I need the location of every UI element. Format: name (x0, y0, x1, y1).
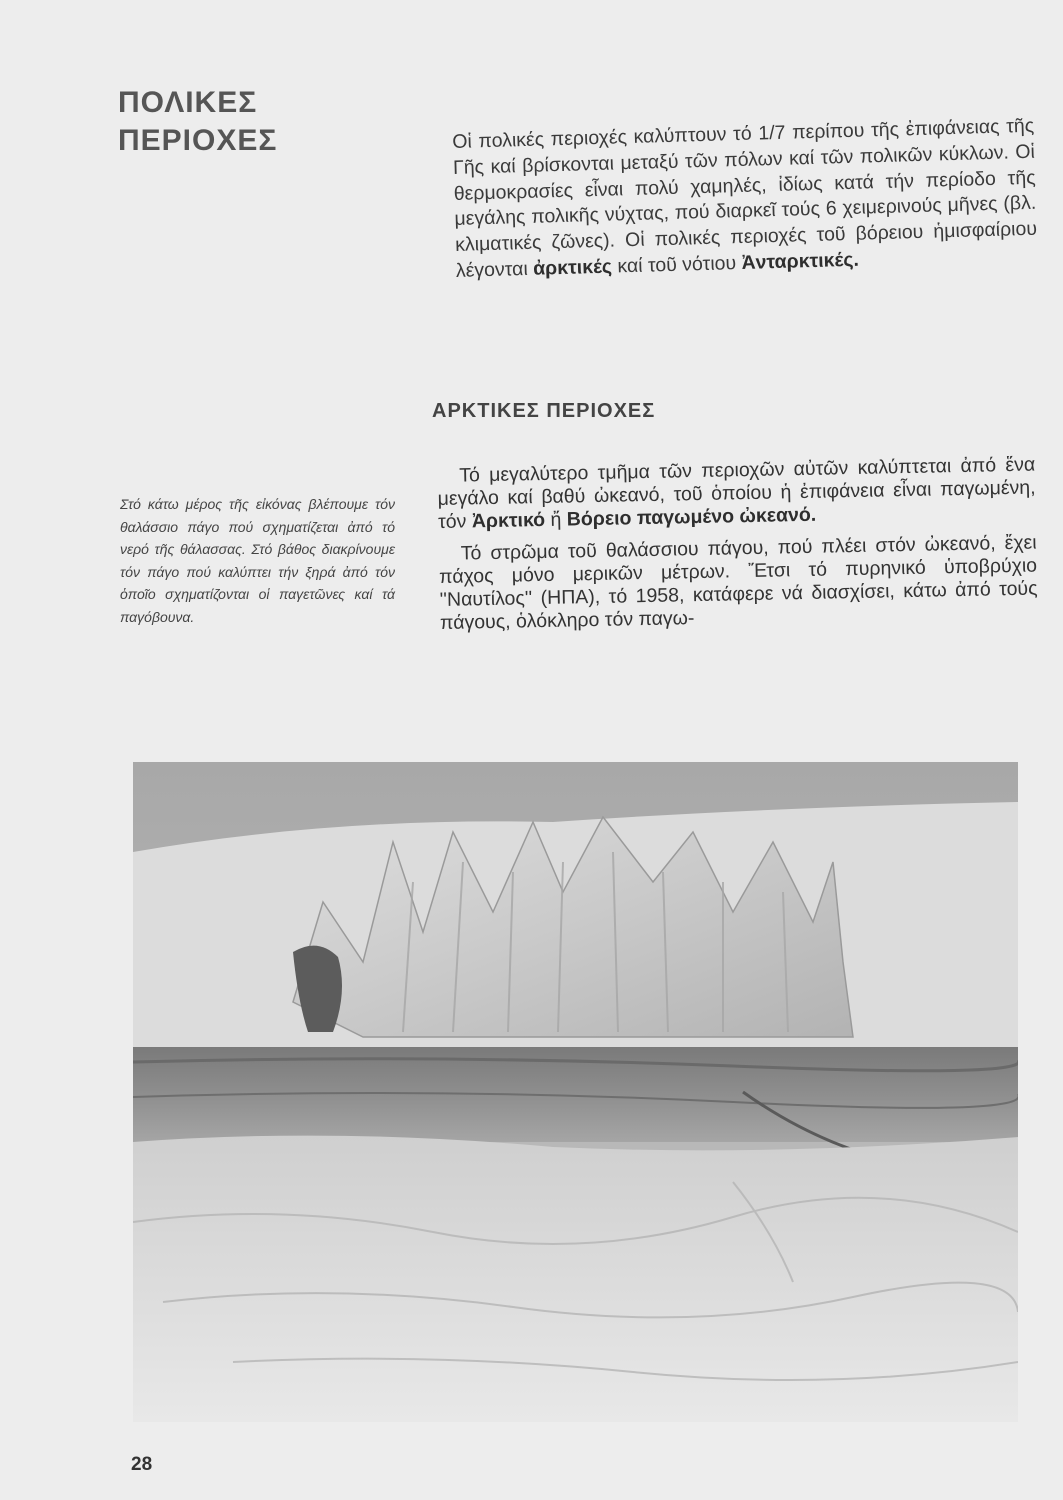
page-title-line2: ΠΕΡΙΟΧΕΣ (118, 124, 278, 157)
body-paragraph-1-text: Τό μεγαλύτερο τμῆμα τῶν περιοχῶν αὐτῶν καλύπτεται ἀπό ἕνα μεγάλο καί βαθύ ὠκεανό, τοῦ ὁποίου ἡ ἐπιφάνεια εἶναι παγωμένη, τόν (437, 453, 1036, 534)
body-paragraph-1-or: ἤ (550, 509, 562, 532)
intro-text-2: καί τοῦ νότιου (617, 252, 737, 278)
sea-ice (133, 1136, 1018, 1422)
glacier-photo (133, 762, 1018, 1422)
page-title-line1: ΠΟΛΙΚΕΣ (118, 86, 258, 119)
page-number: 28 (131, 1454, 153, 1475)
arctic-body-text (437, 454, 1038, 636)
term-antarctic: Ἀνταρκτικές. (741, 248, 860, 274)
body-paragraph-1 (437, 454, 1036, 535)
photo-caption-text: Στό κάτω μέρος τῆς εἰκόνας βλέπουμε τόν θαλάσσιο πάγο πού σχηματίζεται ἀπό τό νερό τῆς θάλασσας. Στό βάθος διακρίνουμε τόν πάγο πού καλύπτει τήν ξηρά ἀπό τόν ὁποῖο σχηματίζονται οἱ παγετῶνες καί τά παγόβουνα. (120, 496, 395, 625)
term-arctic: ἀρκτικές (532, 255, 613, 280)
intro-paragraph (452, 114, 1038, 285)
term-north-frozen-ocean: Βόρειο παγωμένο ὠκεανό. (566, 504, 817, 531)
term-arctic-ocean: Ἀρκτικό (471, 509, 546, 533)
page-title (118, 84, 277, 160)
body-paragraph-2: Τό στρῶμα τοῦ θαλάσσιου πάγου, πού πλέει στόν ὠκεανό, ἔχει πάχος μόνο μερικῶν μέτρων. Ἔτσι τό πυρηνικό ὑποβρύχιο ''Ναυτίλος'' (ΗΠΑ), τό 1958, κατάφερε νά διασχίσει, κάτω ἀπό τούς πάγους, ὁλόκληρο τόν παγω- (438, 531, 1038, 635)
intro-text: Οἱ πολικές περιοχές καλύπτουν τό 1/7 περίπου τῆς ἐπιφάνειας τῆς Γῆς καί βρίσκονται μεταξύ τῶν πόλων καί τῶν πολικῶν κύκλων. Οἱ θερμοκρασίες εἶναι πολύ χαμηλές, ἰδίως κατά τήν περίοδο τῆς μεγάλης πολικῆς νύχτας, πού διαρκεῖ τούς 6 χειμερινούς μῆνες (βλ. κλιματικές ζῶνες). Οἱ πολικές περιοχές τοῦ βόρειου ἡμισφαίριου λέγονται (452, 114, 1038, 282)
section-heading: ΑΡΚΤΙΚΕΣ ΠΕΡΙΟΧΕΣ (432, 400, 656, 422)
photo-caption (120, 493, 395, 629)
glacier-photo-image (133, 762, 1018, 1422)
